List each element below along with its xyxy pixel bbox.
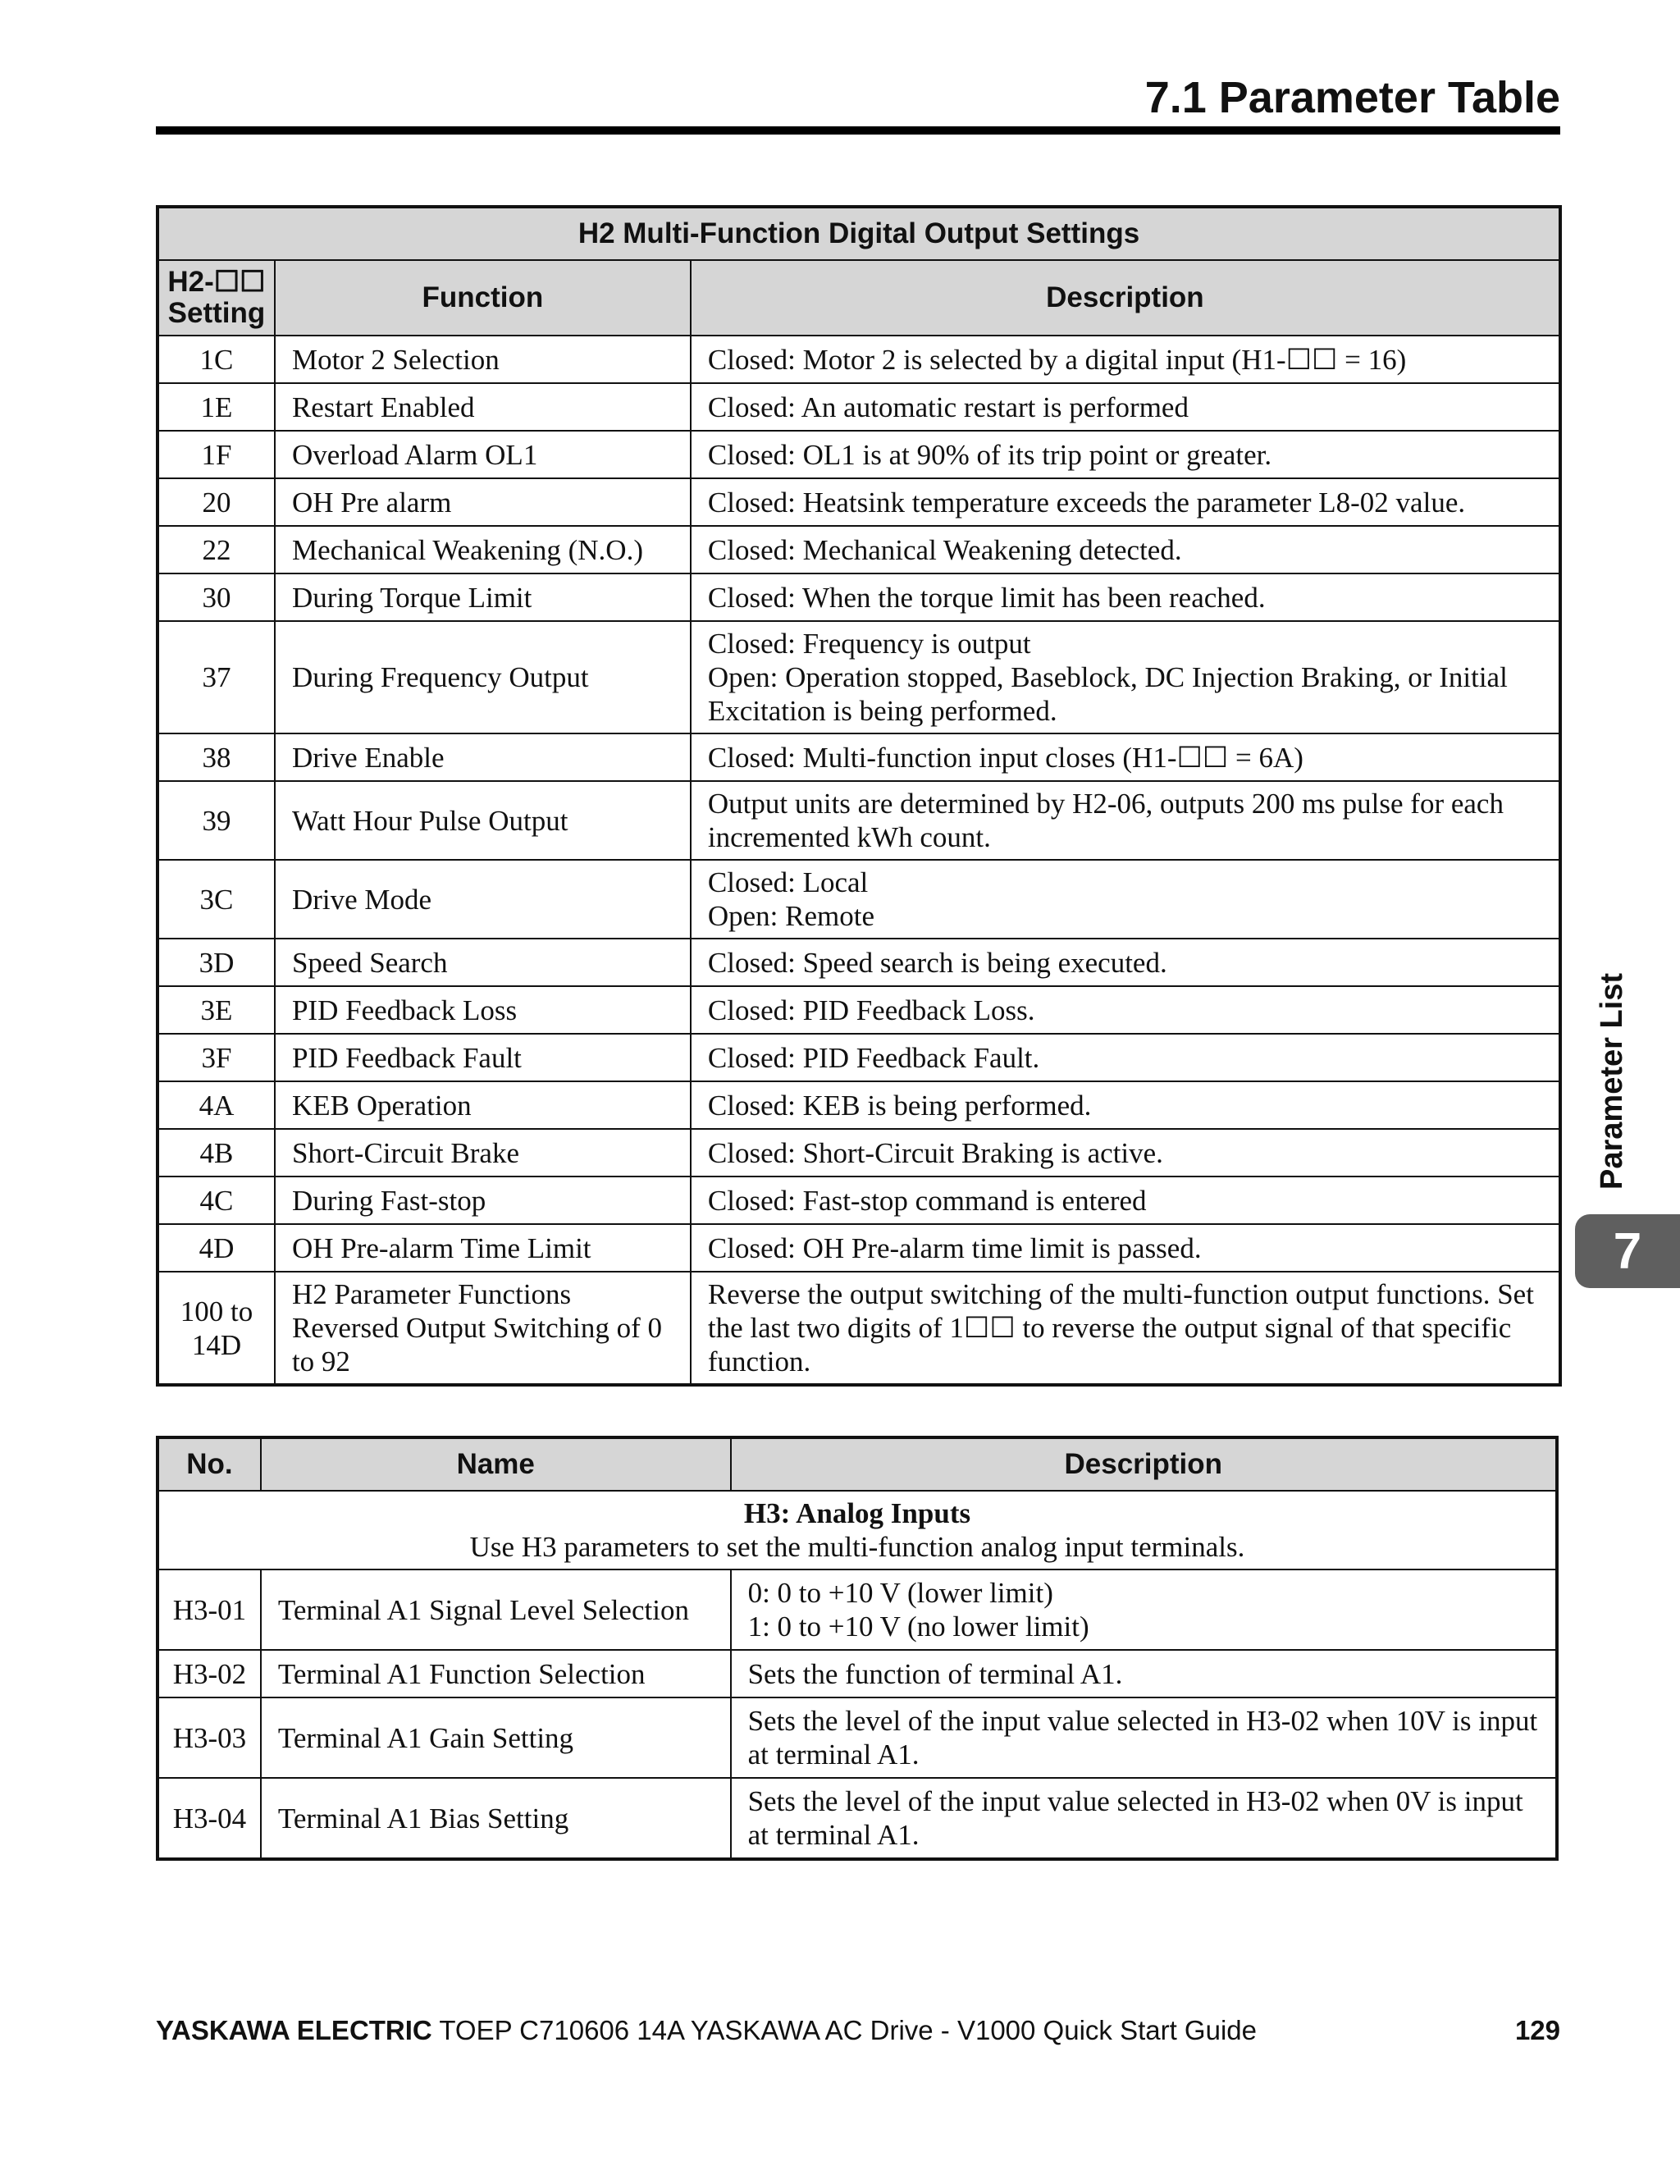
column-header-setting: H2-☐☐ Setting [158,260,275,336]
description-cell: Sets the level of the input value selected in H3-02 when 10V is input at terminal A1. [731,1697,1557,1778]
table-row [158,1129,1560,1177]
column-header-function: Function [275,260,691,336]
description-cell: Closed: OL1 is at 90% of its trip point or greater. [691,431,1560,478]
footer-doc: TOEP C710606 14A YASKAWA AC Drive - V1000 Quick Start Guide [439,2015,1257,2045]
parameter-name-cell: Terminal A1 Bias Setting [261,1778,731,1859]
column-header-description: Description [731,1437,1557,1491]
function-cell: H2 Parameter Functions Reversed Output Switching of 0 to 92 [275,1272,691,1385]
page-number: 129 [1514,2015,1560,2045]
h2-settings-table [156,205,1562,1387]
table-row [158,1569,1557,1650]
setting-cell: 38 [158,733,275,781]
function-cell: During Fast-stop [275,1177,691,1224]
parameter-no-cell: H3-03 [158,1697,261,1778]
description-cell: Sets the level of the input value selected in H3-02 when 0V is input at terminal A1. [731,1778,1557,1859]
page-footer [156,2015,1560,2046]
description-cell: Closed: OH Pre-alarm time limit is passed. [691,1224,1560,1272]
group-subtitle: Use H3 parameters to set the multi-function analog input terminals. [469,1531,1245,1563]
description-cell: Closed: Fast-stop command is entered [691,1177,1560,1224]
footer-doc-info [156,2015,1257,2046]
table-row [158,336,1560,383]
function-cell: During Frequency Output [275,621,691,733]
table-row [158,478,1560,526]
description-cell: Closed: Local Open: Remote [691,860,1560,939]
chapter-tab: 7 [1575,1214,1680,1288]
description-cell: Output units are determined by H2-06, outputs 200 ms pulse for each incremented kWh count. [691,781,1560,860]
table-row [158,986,1560,1034]
column-header-no: No. [158,1437,261,1491]
side-tab-text: Parameter List [1595,972,1629,1190]
setting-cell: 4A [158,1081,275,1129]
table-row [158,1778,1557,1859]
function-cell: OH Pre alarm [275,478,691,526]
setting-cell: 22 [158,526,275,573]
setting-cell: 1C [158,336,275,383]
table-row [158,1224,1560,1272]
table-row [158,1650,1557,1697]
setting-cell: 20 [158,478,275,526]
table-row [158,1081,1560,1129]
title-rule [156,126,1560,135]
parameter-no-cell: H3-02 [158,1650,261,1697]
function-cell: Speed Search [275,939,691,986]
table-row [158,781,1560,860]
table-row [158,733,1560,781]
table-row [158,860,1560,939]
description-cell: Closed: Speed search is being executed. [691,939,1560,986]
description-cell: Closed: Frequency is output Open: Operation stopped, Baseblock, DC Injection Braking, or Initial Excitation is being performed. [691,621,1560,733]
table-row [158,621,1560,733]
setting-cell: 4C [158,1177,275,1224]
description-cell: Closed: Short-Circuit Braking is active. [691,1129,1560,1177]
function-cell: PID Feedback Loss [275,986,691,1034]
description-cell: Closed: Mechanical Weakening detected. [691,526,1560,573]
table-row [158,1697,1557,1778]
section-title: 7.1 Parameter Table [1144,73,1560,122]
setting-cell: 37 [158,621,275,733]
setting-cell: 1F [158,431,275,478]
setting-cell: 3C [158,860,275,939]
function-cell: Mechanical Weakening (N.O.) [275,526,691,573]
table-row [158,1177,1560,1224]
function-cell: Restart Enabled [275,383,691,431]
footer-brand: YASKAWA ELECTRIC [156,2015,432,2045]
setting-cell: 4D [158,1224,275,1272]
table-row [158,939,1560,986]
table-row [158,431,1560,478]
setting-cell: 39 [158,781,275,860]
setting-cell: 3D [158,939,275,986]
parameter-name-cell: Terminal A1 Function Selection [261,1650,731,1697]
description-cell: 0: 0 to +10 V (lower limit) 1: 0 to +10 V (no lower limit) [731,1569,1557,1650]
function-cell: Motor 2 Selection [275,336,691,383]
function-cell: Drive Enable [275,733,691,781]
h3-parameters-table [156,1436,1559,1861]
description-cell: Closed: Motor 2 is selected by a digital input (H1-☐☐ = 16) [691,336,1560,383]
function-cell: Short-Circuit Brake [275,1129,691,1177]
description-cell: Closed: When the torque limit has been reached. [691,573,1560,621]
table-row [158,1272,1560,1385]
setting-cell: 4B [158,1129,275,1177]
description-cell: Closed: KEB is being performed. [691,1081,1560,1129]
function-cell: Overload Alarm OL1 [275,431,691,478]
setting-cell: 1E [158,383,275,431]
parameter-no-cell: H3-01 [158,1569,261,1650]
function-cell: KEB Operation [275,1081,691,1129]
description-cell: Closed: Heatsink temperature exceeds the parameter L8-02 value. [691,478,1560,526]
parameter-no-cell: H3-04 [158,1778,261,1859]
description-cell: Reverse the output switching of the multi-function output functions. Set the last two digits of 1☐☐ to reverse the output signal of that specific function. [691,1272,1560,1385]
function-cell: Drive Mode [275,860,691,939]
function-cell: PID Feedback Fault [275,1034,691,1081]
description-cell: Closed: Multi-function input closes (H1-☐☐ = 6A) [691,733,1560,781]
function-cell: Watt Hour Pulse Output [275,781,691,860]
table-row [158,573,1560,621]
description-cell: Closed: An automatic restart is performed [691,383,1560,431]
function-cell: During Torque Limit [275,573,691,621]
setting-cell: 3E [158,986,275,1034]
setting-cell: 100 to 14D [158,1272,275,1385]
description-cell: Closed: PID Feedback Fault. [691,1034,1560,1081]
setting-cell: 3F [158,1034,275,1081]
table-row [158,383,1560,431]
description-cell: Closed: PID Feedback Loss. [691,986,1560,1034]
setting-cell: 30 [158,573,275,621]
table-row [158,526,1560,573]
parameter-name-cell: Terminal A1 Signal Level Selection [261,1569,731,1650]
column-header-description: Description [691,260,1560,336]
column-header-name: Name [261,1437,731,1491]
parameter-name-cell: Terminal A1 Gain Setting [261,1697,731,1778]
table-row [158,1034,1560,1081]
table-caption: H2 Multi-Function Digital Output Settings [158,207,1560,260]
group-heading [158,1491,1557,1569]
group-title: H3: Analog Inputs [743,1497,971,1529]
description-cell: Sets the function of terminal A1. [731,1650,1557,1697]
function-cell: OH Pre-alarm Time Limit [275,1224,691,1272]
